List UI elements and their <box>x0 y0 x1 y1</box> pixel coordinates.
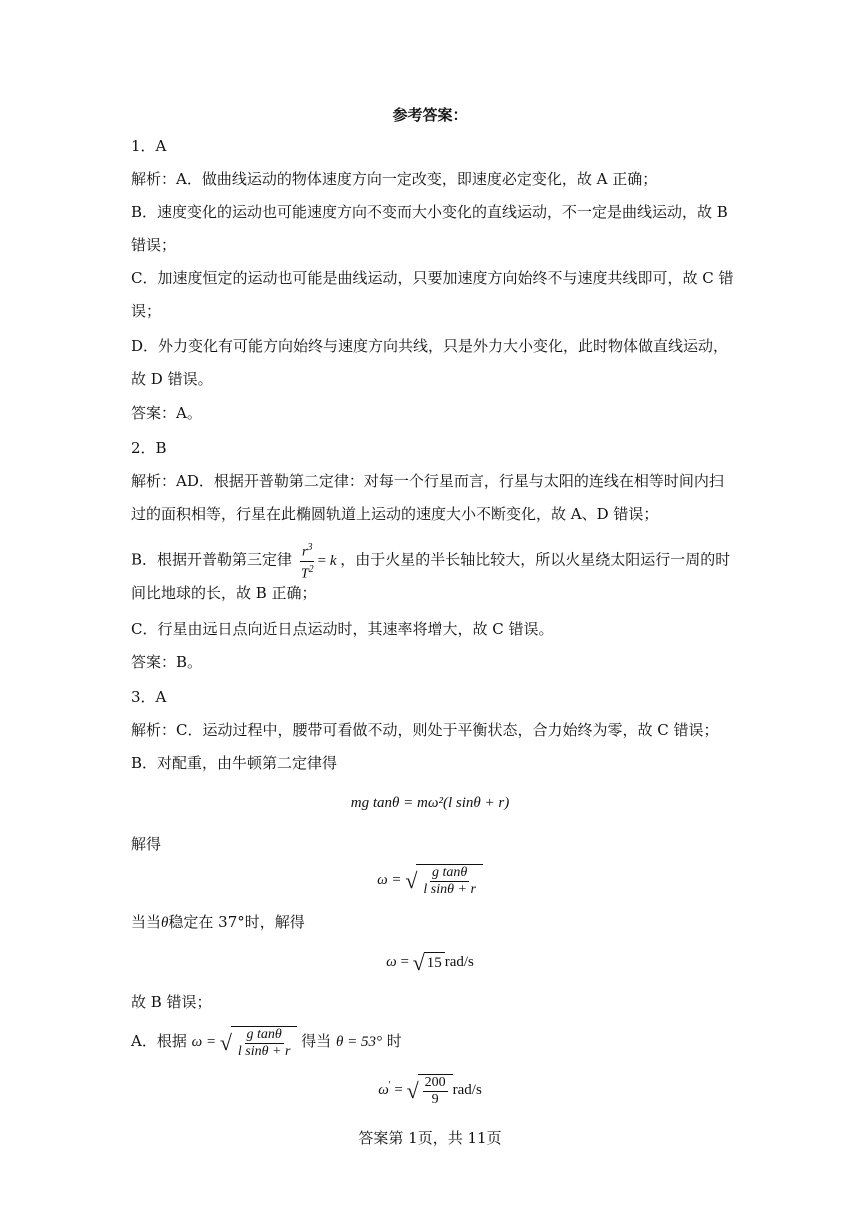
q3-analysis-a <box>131 1024 731 1060</box>
q2-head: 2．B <box>131 439 167 457</box>
q2-b-suffix: ，由于火星的半长轴比较大，所以火星绕太阳运行一周的时 <box>340 550 731 569</box>
q1-analysis-b-2: 错误； <box>131 236 177 254</box>
q3-analysis-b: B．对配重，由牛顿第二定律得 <box>131 754 338 772</box>
q1-analysis-d-2: 故 D 错误。 <box>131 370 213 388</box>
q1-analysis-c-1: C．加速度恒定的运动也可能是曲线运动，只要加速度方向始终不与速度共线即可，故 C 错 <box>131 269 734 287</box>
q3-stable-line <box>131 912 731 933</box>
q1-answer: 答案：A。 <box>131 404 202 422</box>
q2-analysis-c: C．行星由远日点向近日点运动时，其速率将增大，故 C 错误。 <box>131 620 554 638</box>
q2-analysis-b-2: 间比地球的长，故 B 正确； <box>131 584 317 602</box>
q1-analysis-d-1: D．外力变化有可能方向始终与速度方向共线，只是外力大小变化，此时物体做直线运动， <box>131 337 729 355</box>
q3-b-conclusion: 故 B 错误； <box>131 993 212 1011</box>
omega-formula: ω = √ $\frac{\text{g tanθ}}{\text{l sinθ + r}}$ <box>0 860 860 901</box>
omega-prime-value: ω' = √ $\frac{200}{9}$ rad/s <box>378 1074 482 1107</box>
q3-a-mid: 得当 <box>301 1032 332 1050</box>
q3-stable-prefix: 当当 <box>131 913 162 931</box>
page-title: 参考答案： <box>392 106 468 124</box>
q2-answer: 答案：B。 <box>131 653 203 671</box>
newton-equation: mg tanθ = mω²(l sinθ + r) <box>350 795 510 811</box>
q2-b-prefix: B．根据开普勒第三定律 <box>131 550 293 569</box>
omega-prime-numerator: 200 <box>424 1074 446 1090</box>
kepler-third-law-formula: $\frac{r^3}{T^2}$ = k <box>300 542 337 582</box>
q2-analysis-ad-2: 过的面积相等，行星在此椭圆轨道上运动的速度大小不断变化，故 A、D 错误； <box>131 505 659 523</box>
q3-analysis-c: 解析：C．运动过程中，腰带可看做不动，则处于平衡状态，合力始终为零，故 C 错误； <box>131 721 719 739</box>
q2-analysis-ad-1: 解析：AD．根据开普勒第二定律：对每一个行星而言，行星与太阳的连线在相等时间内扫 <box>131 472 724 490</box>
omega-radicand: 15 <box>424 952 445 973</box>
q3-stable-suffix: 稳定在 37°时，解得 <box>168 913 305 931</box>
omega-prime-denominator: 9 <box>431 1091 439 1107</box>
q3-a-suffix: 时 <box>386 1032 402 1050</box>
angle-53: θ = 53° <box>335 1034 382 1050</box>
q1-analysis-a: 解析：A．做曲线运动的物体速度方向一定改变，即速度必定变化，故 A 正确； <box>131 170 658 188</box>
omega-prime-unit: rad/s <box>452 1082 482 1098</box>
q2-analysis-b-1 <box>131 540 731 582</box>
omega-unit: rad/s <box>444 954 474 970</box>
q3-head: 3．A <box>131 688 167 706</box>
q1-analysis-c-2: 误； <box>131 302 162 320</box>
q3-solve-label: 解得 <box>131 835 162 853</box>
omega-value: ω = √ 15 rad/s <box>386 949 474 975</box>
q1-analysis-b-1: B．速度变化的运动也可能速度方向不变而大小变化的直线运动，不一定是曲线运动，故 B <box>131 203 728 221</box>
omega-formula-inline: ω = √ $\frac{\text{g tanθ}}{\text{l sinθ + r}}$ <box>192 1034 302 1050</box>
q1-head: 1．A <box>131 137 167 155</box>
theta-symbol: θ <box>161 915 169 931</box>
page-footer: 答案第 1页，共 11页 <box>358 1129 502 1147</box>
q3-a-prefix: A．根据 <box>131 1032 187 1050</box>
